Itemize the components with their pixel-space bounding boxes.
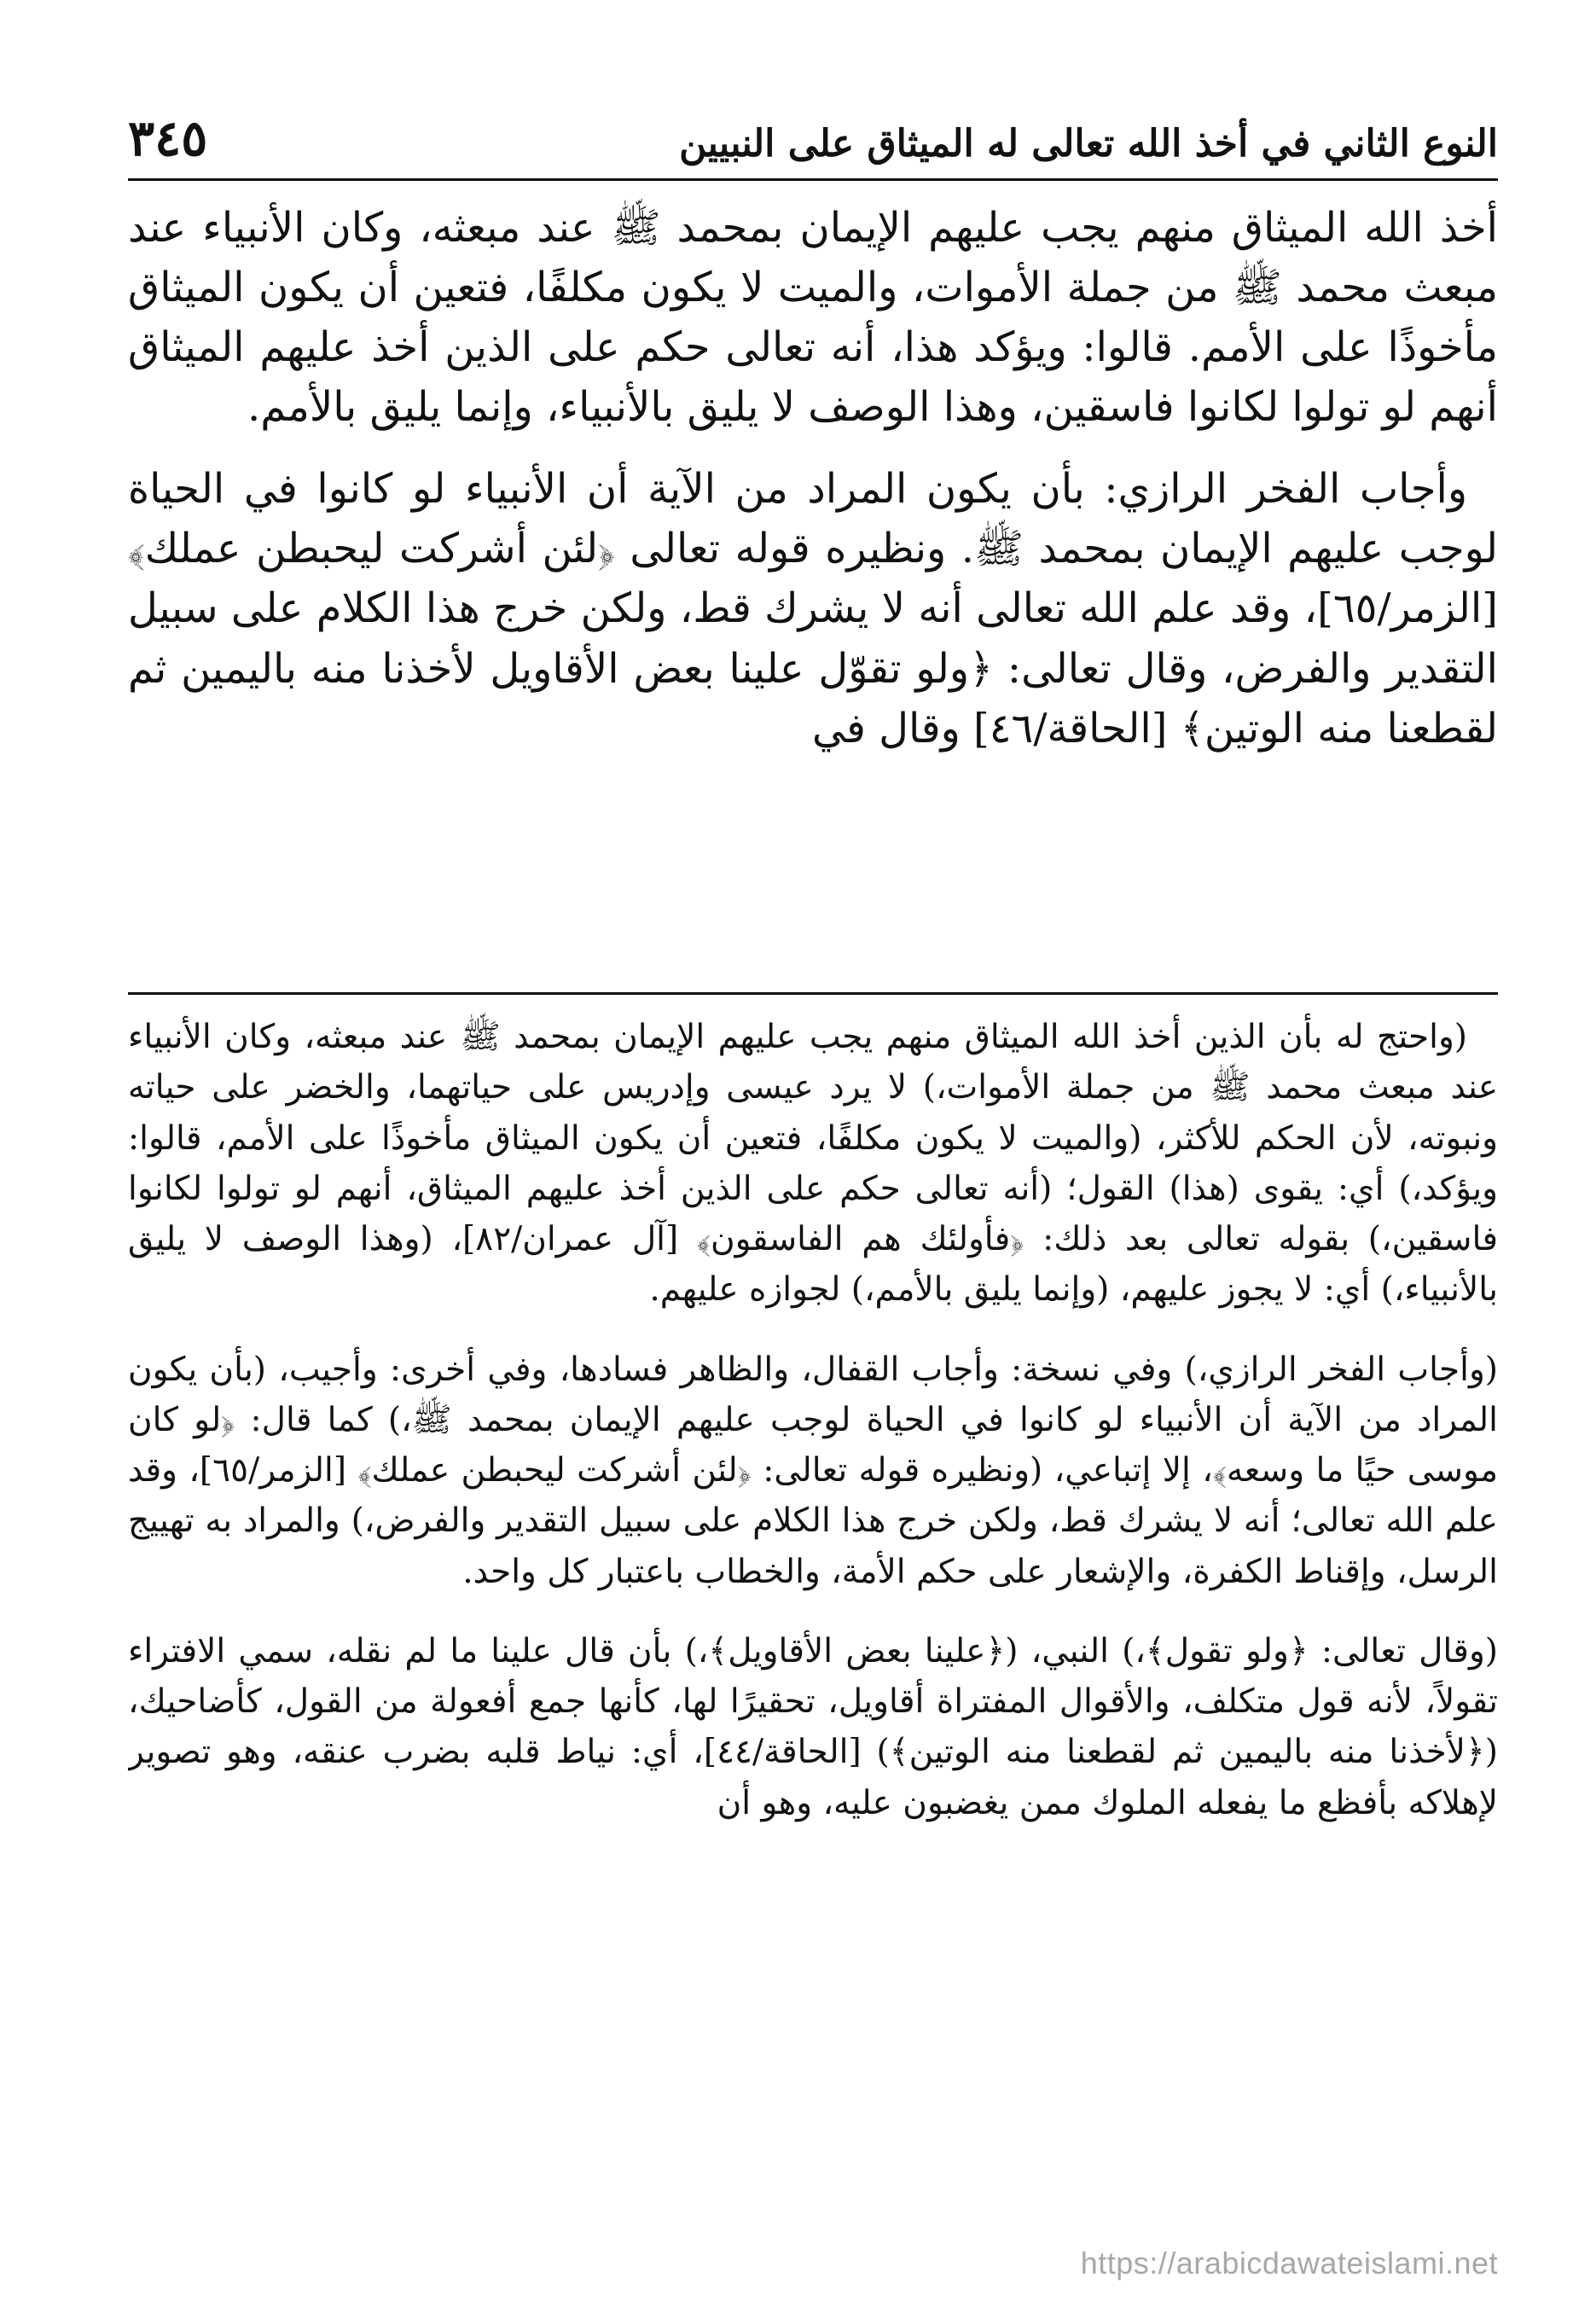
commentary-paragraph: (وقال تعالى: ﴿ولو تقول﴾،) النبي، (﴿علينا بعض الأقاويل﴾،) بأن قال علينا ما لم نقله، سمي الافتراء تقولاً، لأنه قول متكلف، والأقوال المفتراة أقاويل، تحقيرًا لها، كأنها جمع أفعولة من القول، كأضاحيك، (﴿لأخذنا منه باليمين ثم لقطعنا منه الوتين﴾) [الحاقة/٤٤]، أي: نياط قلبه بضرب عنقه، وهو تصوير لإهلاكه بأفظع ما يفعله الملوك ممن يغضبون عليه، وهو أن	[128, 1631, 1498, 1822]
footnote-divider	[128, 992, 1498, 995]
main-paragraph: وأجاب الفخر الرازي: بأن يكون المراد من الآية أن الأنبياء لو كانوا في الحياة لوجب عليهم الإيمان بمحمد ﷺ. ونظيره قوله تعالى ﴿لئن أشركت ليحبطن عملك﴾ [الزمر/٦٥]، وقد علم الله تعالى أنه لا يشرك قط، ولكن خرج هذا الكلام على سبيل التقدير والفرض، وقال تعالى: ﴿ولو تقوّل علينا بعض الأقاويل لأخذنا منه باليمين ثم لقطعنا منه الوتين﴾ [الحاقة/٤٦] وقال في	[128, 465, 1498, 752]
main-text	[128, 198, 1498, 983]
commentary-paragraph: (واحتج له بأن الذين أخذ الله الميثاق منهم يجب عليهم الإيمان بمحمد ﷺ عند مبعثه، وكان الأنبياء عند مبعث محمد ﷺ من جملة الأموات،) لا يرد عيسى وإدريس على حياتهما، والخضر على حياته ونبوته، لأن الحكم للأكثر، (والميت لا يكون مكلفًا، فتعين أن يكون الميثاق مأخوذًا على الأمم، قالوا: ويؤكد،) أي: يقوى (هذا) القول؛ (أنه تعالى حكم على الذين أخذ عليهم الميثاق، أنهم لو تولوا لكانوا فاسقين،) بقوله تعالى بعد ذلك: ﴿فأولئك هم الفاسقون﴾ [آل عمران/٨٢]، (وهذا الوصف لا يليق بالأنبياء،) أي: لا يجوز عليهم، (وإنما يليق بالأمم،) لجوازه عليهم.	[128, 1018, 1498, 1310]
commentary-paragraph: (وأجاب الفخر الرازي،) وفي نسخة: وأجاب القفال، والظاهر فسادها، وفي أخرى: وأجيب، (بأن يكون المراد من الآية أن الأنبياء لو كانوا في الحياة لوجب عليهم الإيمان بمحمد ﷺ،) كما قال: ﴿لو كان موسى حيًا ما وسعه﴾، إلا إتباعي، (ونظيره قوله تعالى: ﴿لئن أشركت ليحبطن عملك﴾ [الزمر/٦٥]، وقد علم الله تعالى؛ أنه لا يشرك قط، ولكن خرج هذا الكلام على سبيل التقدير والفرض،) والمراد به تهييج الرسل، وإقناط الكفرة، والإشعار على حكم الأمة، والخطاب باعتبار كل واحد.	[128, 1350, 1498, 1591]
watermark-url: https://arabicdawateislami.net	[1080, 2246, 1498, 2280]
running-title: النوع الثاني في أخذ الله تعالى له الميثاق على النبيين	[679, 122, 1498, 166]
page-header	[128, 78, 1498, 181]
commentary-text	[128, 1012, 1498, 2164]
main-paragraph: أخذ الله الميثاق منهم يجب عليهم الإيمان بمحمد ﷺ عند مبعثه، وكان الأنبياء عند مبعث محمد ﷺ من جملة الأموات، والميت لا يكون مكلفًا، فتعين أن يكون الميثاق مأخوذًا على الأمم. قالوا: ويؤكد هذا، أنه تعالى حكم على الذين أخذ عليهم الميثاق أنهم لو تولوا لكانوا فاسقين، وهذا الوصف لا يليق بالأنبياء، وإنما يليق بالأمم.	[128, 204, 1498, 432]
page-number: ٣٤٥	[128, 109, 208, 167]
